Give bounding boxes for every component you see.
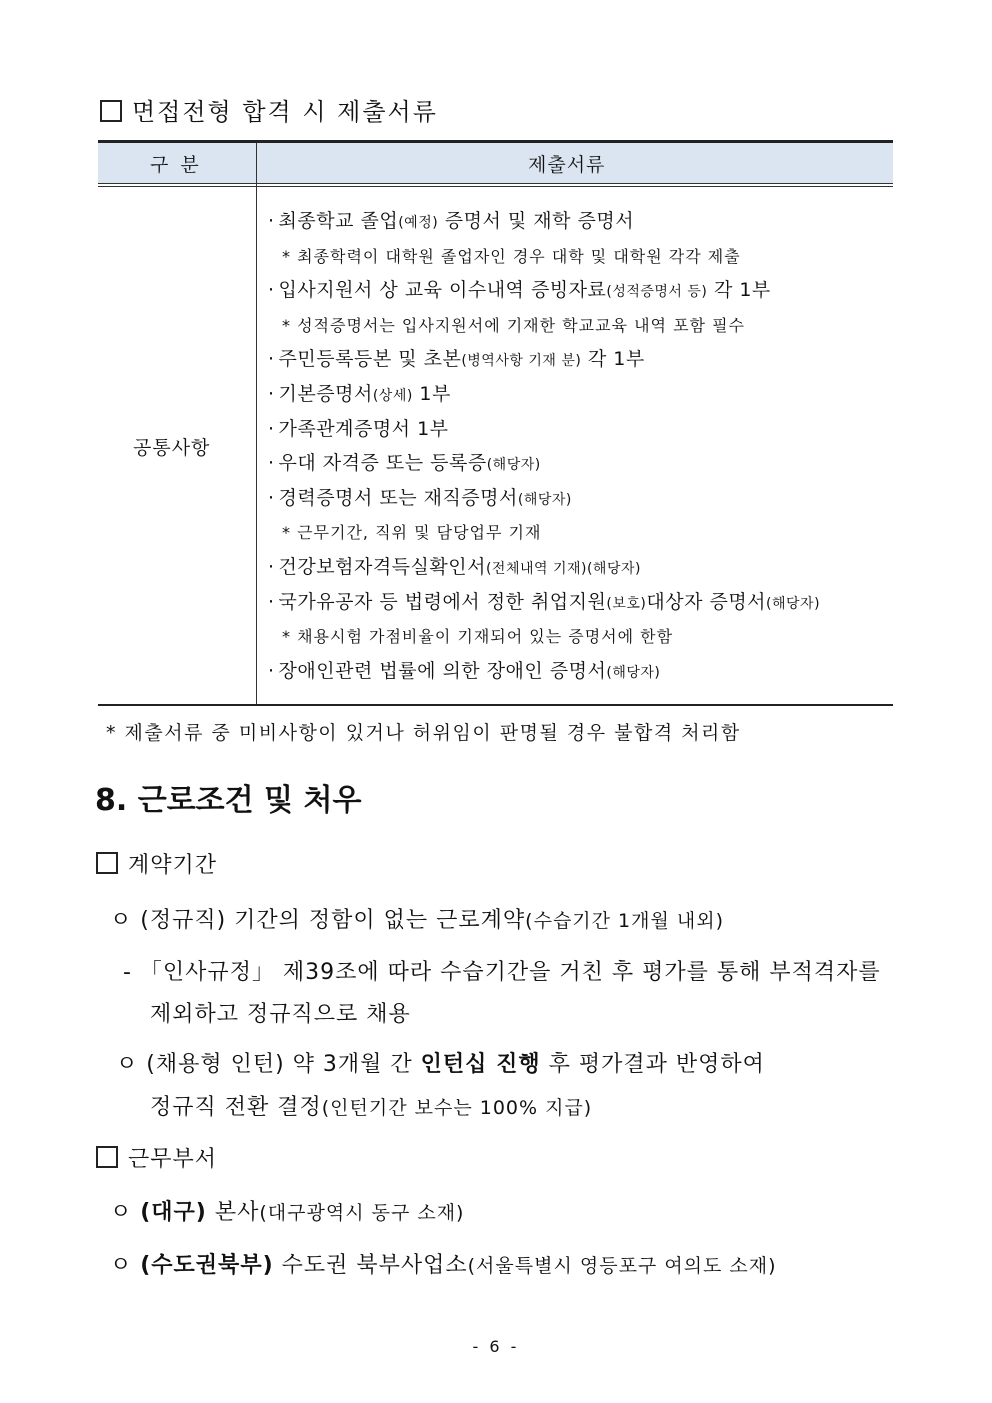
table-header-bg [98, 143, 893, 183]
document-item-main: 입사지원서 상 교육 이수내역 증빙자료 [278, 279, 607, 301]
workplace-line-1-region: (대구) [140, 1200, 207, 1225]
document-item [268, 275, 771, 302]
workplace-line-2 [110, 1248, 777, 1279]
intern-emphasis: 인턴십 진행 [420, 1052, 541, 1077]
document-note: * 최종학력이 대학원 졸업자인 경우 대학 및 대학원 각각 제출 [282, 247, 741, 266]
bullet-dot-icon: · [268, 452, 275, 474]
document-item-main: 경력증명서 또는 재직증명서 [278, 487, 518, 509]
bullet-dot-icon: · [268, 418, 275, 440]
document-item-small: (해당자) [517, 492, 572, 508]
table-header-rule [98, 183, 893, 184]
checkbox-square-icon [96, 1146, 118, 1168]
workplace-title: 근무부서 [128, 1147, 218, 1172]
document-item [268, 344, 645, 371]
document-item [268, 552, 641, 579]
intern-line-2-note: (인턴기간 보수는 100% 지급) [321, 1097, 593, 1119]
document-item-rest: 각 1부 [707, 279, 771, 301]
checkbox-square-icon [100, 100, 122, 122]
document-item-small: (전체내역 기재)(해당자) [485, 561, 641, 577]
contract-line-1 [110, 903, 724, 934]
intern-line-1 [116, 1047, 765, 1078]
document-item-main: 국가유공자 등 법령에서 정한 취업지원 [278, 591, 607, 613]
document-note: * 채용시험 가점비율이 기재되어 있는 증명서에 한함 [282, 627, 674, 646]
section-title-row [100, 92, 438, 127]
document-item [268, 587, 820, 614]
intern-line-1-b: 후 평가결과 반영하여 [540, 1052, 765, 1077]
document-item-main: 기본증명서 [278, 383, 373, 405]
contract-line-1-main: ㅇ (정규직) 기간의 정함이 없는 근로계약 [110, 908, 526, 933]
document-item-main: 가족관계증명서 1부 [278, 418, 449, 440]
document-item-small: (성적증명서 등) [606, 284, 708, 300]
table-header-rule-2 [98, 186, 893, 187]
table-header-category: 구 분 [150, 154, 202, 176]
document-item-main: 최종학교 졸업 [278, 210, 399, 232]
document-item [268, 448, 541, 475]
document-item [268, 379, 451, 406]
document-item-small: (해당자) [606, 665, 661, 681]
document-item-small: (병역사항 기재 분) [461, 353, 582, 369]
document-note: * 근무기간, 직위 및 담당업무 기재 [282, 523, 542, 542]
bullet-dot-icon: · [268, 348, 275, 370]
bullet-dot-icon: · [268, 660, 275, 682]
document-item-main: 우대 자격증 또는 등록증 [278, 452, 487, 474]
bullet-dot-icon: · [268, 487, 275, 509]
workplace-line-1-bullet: ㅇ [110, 1200, 141, 1225]
document-item [268, 656, 660, 683]
workplace-line-2-region: (수도권북부) [140, 1253, 274, 1278]
bullet-dot-icon: · [268, 210, 275, 232]
intern-line-2 [150, 1090, 592, 1121]
document-item-small2: (해당자) [766, 596, 821, 612]
section-title: 면접전형 합격 시 제출서류 [132, 98, 438, 126]
contract-line-1-note: (수습기간 1개월 내외) [525, 910, 724, 932]
bullet-dot-icon: · [268, 591, 275, 613]
table-header-documents: 제출서류 [528, 154, 606, 176]
workplace-line-2-bullet: ㅇ [110, 1253, 141, 1278]
bullet-dot-icon: · [268, 556, 275, 578]
page-number: - 6 - [472, 1337, 520, 1356]
document-item-rest: 대상자 증명서 [646, 591, 767, 613]
document-item-rest: 증명서 및 재학 증명서 [438, 210, 635, 232]
document-item-rest: 1부 [412, 383, 451, 405]
contract-dash-line-2: 제외하고 정규직으로 채용 [150, 1002, 411, 1027]
bullet-dot-icon: · [268, 383, 275, 405]
document-item-small: (보호) [606, 596, 647, 612]
section-heading-8: 8. 근로조건 및 처우 [95, 783, 362, 818]
document-item-small: (예정) [398, 215, 439, 231]
document-item-small: (해당자) [486, 457, 541, 473]
bullet-dot-icon: · [268, 279, 275, 301]
workplace-line-1-main: 본사 [206, 1200, 260, 1225]
document-item [268, 206, 634, 233]
contract-title-row [96, 848, 217, 879]
intern-line-1-a: ㅇ (채용형 인턴) 약 3개월 간 [116, 1052, 421, 1077]
table-footnote: * 제출서류 중 미비사항이 있거나 허위임이 판명될 경우 불합격 처리함 [106, 722, 741, 744]
document-item-small: (상세) [372, 388, 413, 404]
document-item-main: 주민등록등본 및 초본 [278, 348, 462, 370]
intern-line-2-main: 정규직 전환 결정 [150, 1095, 322, 1120]
workplace-line-2-main: 수도권 북부사업소 [273, 1253, 468, 1278]
contract-dash-line-1: - 「인사규정」 제39조에 따라 수습기간을 거친 후 평가를 통해 부적격자를 [123, 960, 881, 985]
contract-title: 계약기간 [128, 853, 218, 878]
workplace-line-2-note: (서울특별시 영등포구 여의도 소재) [467, 1255, 777, 1277]
document-note: * 성적증명서는 입사지원서에 기재한 학교교육 내역 포함 필수 [282, 316, 746, 335]
document-item [268, 483, 572, 510]
document-item-main: 장애인관련 법률에 의한 장애인 증명서 [278, 660, 607, 682]
table-bottom-rule [98, 704, 893, 706]
document-item-main: 건강보험자격득실확인서 [278, 556, 486, 578]
table-column-divider [256, 143, 257, 705]
document-item [268, 414, 449, 441]
workplace-line-1-note: (대구광역시 동구 소재) [259, 1202, 465, 1224]
workplace-line-1 [110, 1195, 464, 1226]
row-label-common: 공통사항 [133, 437, 211, 459]
checkbox-square-icon [96, 852, 118, 874]
workplace-title-row [96, 1142, 217, 1173]
document-item-rest: 각 1부 [581, 348, 645, 370]
